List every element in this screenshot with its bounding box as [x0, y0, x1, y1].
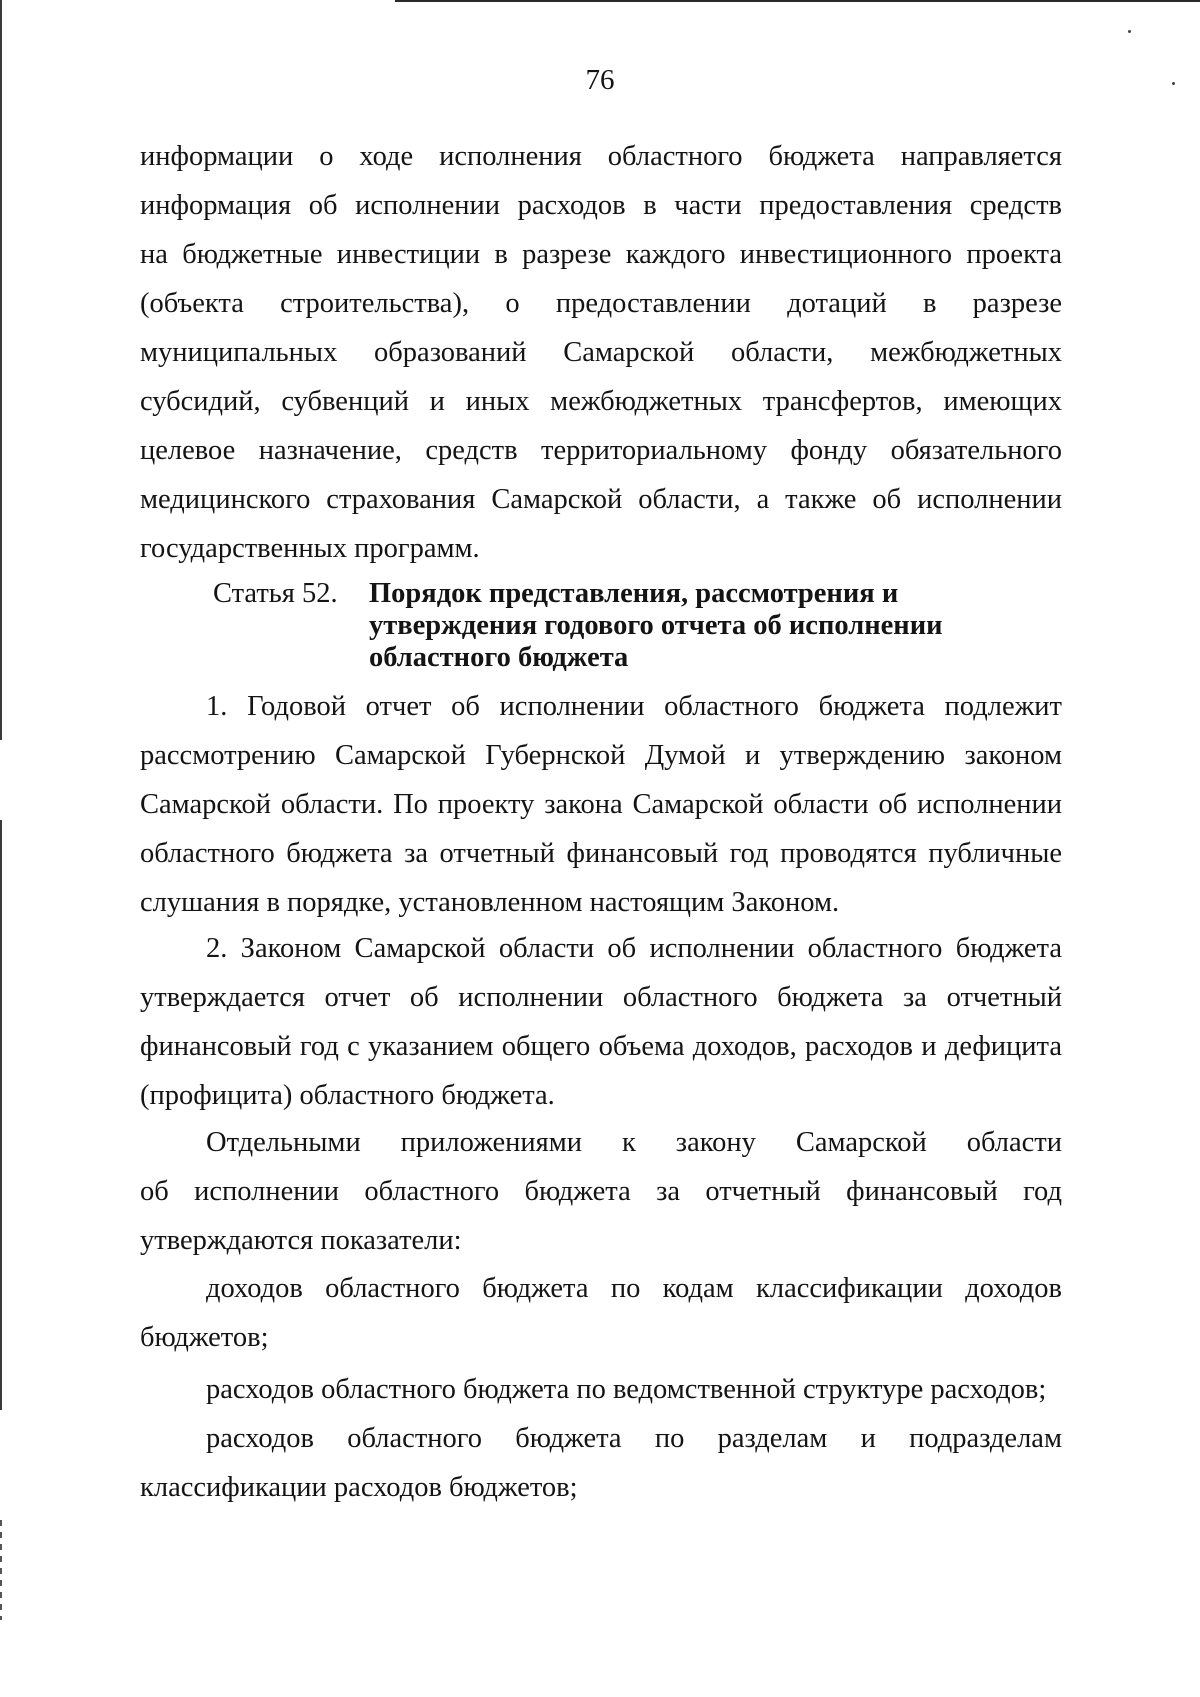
text-line: (объекта строительства), о предоставлении дотаций в разрезе — [140, 288, 1062, 319]
text-line: информация об исполнении расходов в части предоставления средств — [140, 190, 1062, 221]
text-line: (профицита) областного бюджета. — [140, 1080, 555, 1111]
text-line: государственных программ. — [140, 533, 480, 564]
text-line: Самарской области. По проекту закона Самарской области об исполнении — [140, 789, 1062, 820]
text-line: слушания в порядке, установленном настоящим Законом. — [140, 887, 840, 918]
text-line: рассмотрению Самарской Губернской Думой и утверждению законом — [140, 740, 1062, 771]
paragraph-list-item — [140, 1414, 1062, 1512]
text-line: утверждаются показатели: — [140, 1225, 462, 1256]
paragraph-continuation — [140, 132, 1062, 573]
text-line: доходов областного бюджета по кодам классификации доходов — [206, 1273, 1062, 1304]
scan-border-left — [0, 1520, 2, 1620]
article-title-line: утверждения годового отчета об исполнении — [369, 610, 943, 641]
text-line: финансовый год с указанием общего объема доходов, расходов и дефицита — [140, 1031, 1062, 1062]
article-title-line: Порядок представления, рассмотрения и — [369, 578, 899, 609]
text-line: 2. Законом Самарской области об исполнении областного бюджета — [206, 933, 1062, 964]
text-line: на бюджетные инвестиции в разрезе каждого инвестиционного проекта — [140, 239, 1062, 270]
article-title — [369, 578, 943, 674]
paragraph-clause-2 — [140, 924, 1062, 1120]
text-line: медицинского страхования Самарской области, а также об исполнении — [140, 484, 1062, 515]
scan-border-left — [0, 820, 2, 1410]
article-heading — [213, 578, 1073, 674]
article-label: Статья 52. — [213, 578, 338, 609]
text-line: областного бюджета за отчетный финансовый год проводятся публичные — [140, 838, 1062, 869]
text-line: Отдельными приложениями к закону Самарской области — [206, 1127, 1062, 1158]
paragraph-clause-1 — [140, 682, 1062, 927]
text-line: субсидий, субвенций и иных межбюджетных трансфертов, имеющих — [140, 386, 1062, 417]
text-line: расходов областного бюджета по разделам и подразделам — [206, 1423, 1062, 1454]
scan-border-top — [395, 0, 1200, 2]
text-line: об исполнении областного бюджета за отчетный финансовый год — [140, 1176, 1062, 1207]
text-line: расходов областного бюджета по ведомственной структуре расходов; — [206, 1374, 1047, 1405]
text-line: информации о ходе исполнения областного бюджета направляется — [140, 141, 1062, 172]
paragraph-list-item — [140, 1365, 1062, 1414]
scan-border-left — [0, 0, 2, 740]
text-line: утверждается отчет об исполнении областного бюджета за отчетный — [140, 982, 1062, 1013]
text-line: классификации расходов бюджетов; — [140, 1472, 578, 1503]
text-line: бюджетов; — [140, 1322, 269, 1353]
article-title-line: областного бюджета — [369, 642, 629, 673]
scan-speck — [1128, 30, 1131, 33]
page-number: 76 — [585, 64, 615, 96]
paragraph-indicators-intro — [140, 1118, 1062, 1265]
text-line: муниципальных образований Самарской области, межбюджетных — [140, 337, 1062, 368]
text-line: целевое назначение, средств территориальному фонду обязательного — [140, 435, 1062, 466]
text-line: 1. Годовой отчет об исполнении областного бюджета подлежит — [206, 691, 1062, 722]
paragraph-list-item — [140, 1264, 1062, 1362]
